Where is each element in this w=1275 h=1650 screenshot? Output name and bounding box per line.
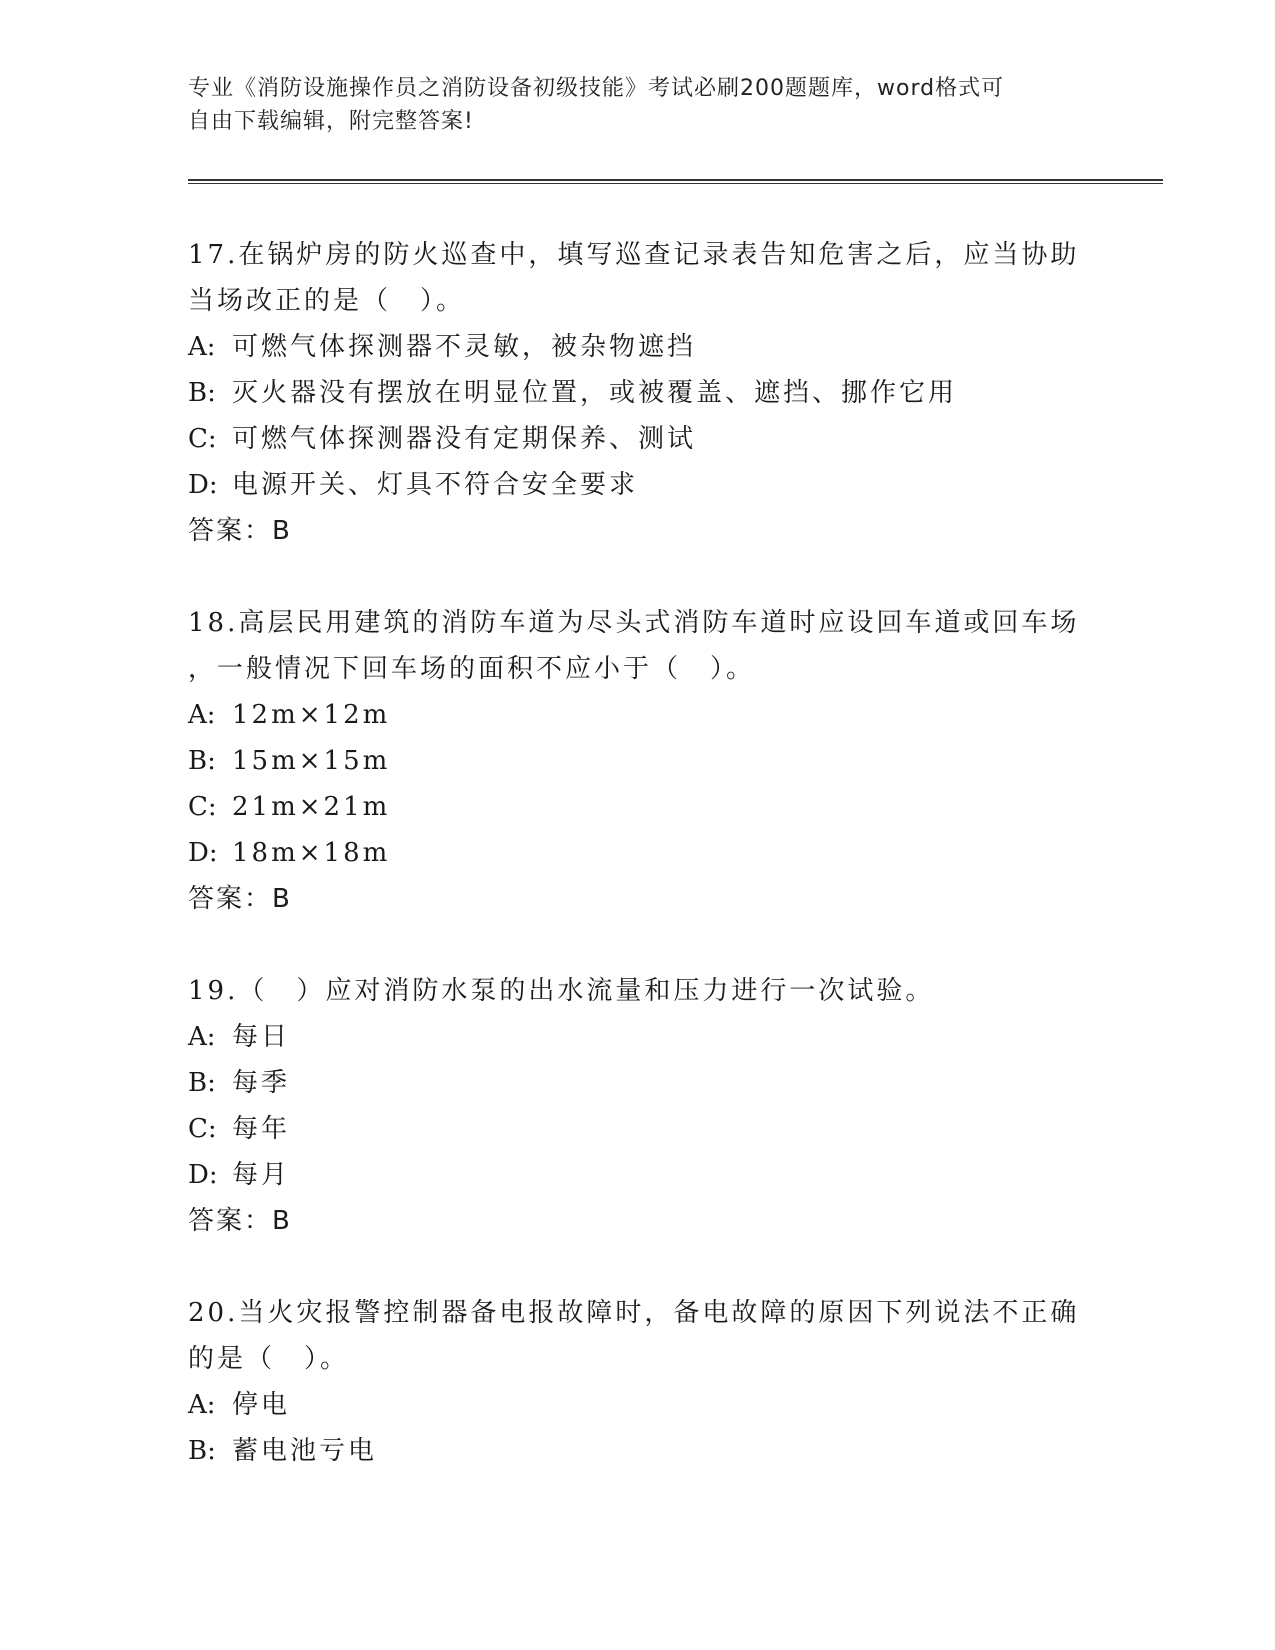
option-letter: A: — [188, 700, 216, 730]
option-text: 可燃气体探测器不灵敏，被杂物遮挡 — [232, 332, 697, 362]
option-b — [188, 370, 1088, 416]
question-stem-line: 20.当火灾报警控制器备电报故障时，备电故障的原因下列说法不正确 — [188, 1298, 1080, 1328]
question-stem-line: 19.（ ）应对消防水泵的出水流量和压力进行一次试验。 — [188, 976, 935, 1006]
question-19 — [188, 968, 1088, 1244]
option-c — [188, 1106, 1088, 1152]
option-letter: D: — [188, 838, 218, 868]
question-stem-line: 当场改正的是（ ）。 — [188, 286, 466, 316]
header-divider — [188, 179, 1163, 184]
option-letter: C: — [188, 424, 217, 454]
question-stem-line: 18.高层民用建筑的消防车道为尽头式消防车道时应设回车道或回车场 — [188, 608, 1080, 638]
option-a — [188, 324, 1088, 370]
option-d — [188, 830, 1088, 876]
option-text: 21m×21m — [232, 792, 391, 822]
option-text: 每日 — [232, 1022, 291, 1052]
option-d — [188, 1152, 1088, 1198]
option-c — [188, 784, 1088, 830]
option-text: 12m×12m — [232, 700, 391, 730]
option-text: 每季 — [232, 1068, 291, 1098]
option-d — [188, 462, 1088, 508]
option-text: 每月 — [232, 1160, 291, 1190]
option-text: 电源开关、灯具不符合安全要求 — [232, 470, 639, 500]
option-letter: D: — [188, 1160, 218, 1190]
option-b — [188, 1428, 1088, 1474]
question-stem — [188, 968, 1088, 1014]
option-letter: B: — [188, 1068, 216, 1098]
option-text: 可燃气体探测器没有定期保养、测试 — [232, 424, 697, 454]
option-text: 15m×15m — [232, 746, 391, 776]
question-20 — [188, 1290, 1088, 1474]
header-title-line-2: 自由下载编辑，附完整答案! — [188, 109, 474, 134]
question-stem — [188, 232, 1088, 324]
option-a — [188, 1014, 1088, 1060]
question-stem — [188, 1290, 1088, 1382]
option-letter: A: — [188, 1022, 216, 1052]
answer-label: 答案：B — [188, 884, 292, 914]
answer-label: 答案：B — [188, 516, 292, 546]
question-stem — [188, 600, 1088, 692]
option-letter: C: — [188, 1114, 217, 1144]
option-text: 蓄电池亏电 — [232, 1436, 378, 1466]
option-letter: C: — [188, 792, 217, 822]
question-stem-line: 的是（ ）。 — [188, 1344, 350, 1374]
option-letter: B: — [188, 378, 216, 408]
question-stem-line: ，一般情况下回车场的面积不应小于（ ）。 — [188, 654, 756, 684]
question-stem-line: 17.在锅炉房的防火巡查中，填写巡查记录表告知危害之后，应当协助 — [188, 240, 1080, 270]
page-header — [188, 72, 1088, 138]
header-title-line-1: 专业《消防设施操作员之消防设备初级技能》考试必刷200题题库，word格式可 — [188, 76, 1005, 101]
option-a — [188, 1382, 1088, 1428]
option-text: 18m×18m — [232, 838, 391, 868]
option-c — [188, 416, 1088, 462]
option-text: 停电 — [232, 1390, 291, 1420]
option-letter: A: — [188, 1390, 216, 1420]
option-letter: B: — [188, 1436, 216, 1466]
option-letter: A: — [188, 332, 216, 362]
question-18 — [188, 600, 1088, 922]
option-b — [188, 738, 1088, 784]
option-b — [188, 1060, 1088, 1106]
option-letter: D: — [188, 470, 218, 500]
answer-label: 答案：B — [188, 1206, 292, 1236]
option-a — [188, 692, 1088, 738]
option-text: 每年 — [232, 1114, 291, 1144]
option-letter: B: — [188, 746, 216, 776]
option-text: 灭火器没有摆放在明显位置，或被覆盖、遮挡、挪作它用 — [232, 378, 958, 408]
question-17 — [188, 232, 1088, 554]
question-list — [188, 232, 1088, 1520]
